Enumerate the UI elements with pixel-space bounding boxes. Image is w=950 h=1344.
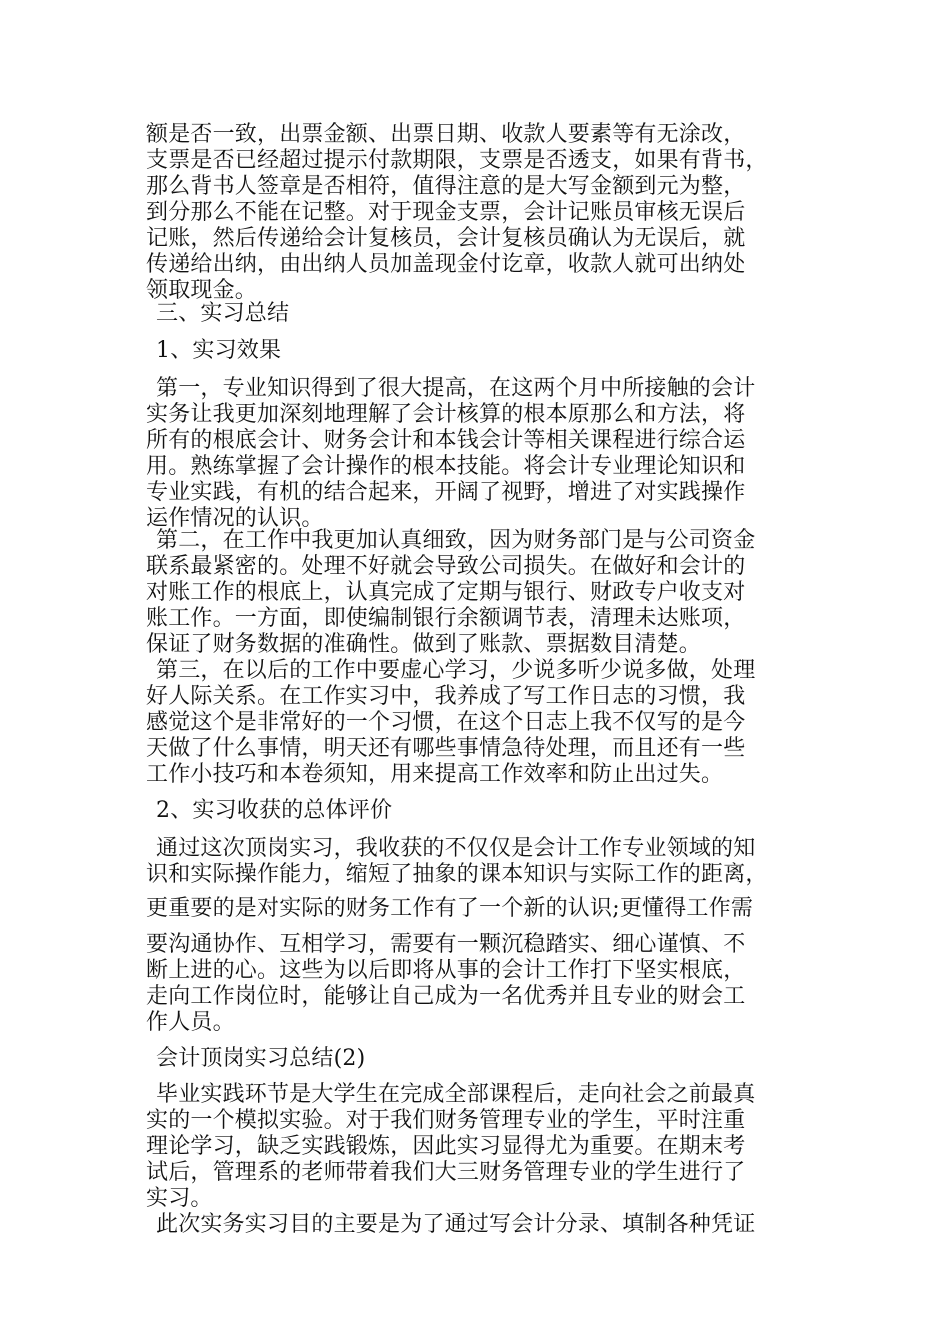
text-line: 作人员。 [146, 1010, 235, 1035]
text-line: 试后，管理系的老师带着我们大三财务管理专业的学生进行了 [146, 1160, 746, 1185]
text-line: 运作情况的认识。 [146, 506, 324, 531]
text-line: 用。熟练掌握了会计操作的根本技能。将会计专业理论知识和 [146, 454, 746, 479]
text-line: 要沟通协作、互相学习，需要有一颗沉稳踏实、细心谨慎、不 [146, 932, 746, 957]
text-line: 领取现金。 [146, 278, 258, 303]
text-line: 账工作。一方面，即使编制银行余额调节表，清理未达账项， [146, 606, 746, 631]
text-line: 那么背书人签章是否相符，值得注意的是大写金额到元为整， [146, 174, 746, 199]
paragraph-first-line: 第三，在以后的工作中要虚心学习，少说多听少说多做，处理 [156, 658, 756, 683]
text-line: 所有的根底会计、财务会计和本钱会计等相关课程进行综合运 [146, 428, 746, 453]
text-line: 实的一个模拟实验。对于我们财务管理专业的学生，平时注重 [146, 1108, 746, 1133]
subsection-heading: 1、实习效果 [156, 338, 282, 363]
text-line: 感觉这个是非常好的一个习惯，在这个日志上我不仅写的是今 [146, 710, 746, 735]
text-line: 传递给出纳，由出纳人员加盖现金付讫章，收款人就可出纳处 [146, 252, 746, 277]
text-line: 记账，然后传递给会计复核员，会计复核员确认为无误后，就 [146, 226, 746, 251]
subsection-heading: 2、实习收获的总体评价 [156, 798, 393, 823]
text-line: 断上进的心。这些为以后即将从事的会计工作打下坚实根底， [146, 958, 746, 983]
text-line: 识和实际操作能力，缩短了抽象的课本知识与实际工作的距离， [146, 862, 768, 887]
text-line: 工作小技巧和本卷须知，用来提高工作效率和防止出过失。 [146, 762, 724, 787]
paragraph-first-line: 此次实务实习目的主要是为了通过写会计分录、填制各种凭证 [156, 1212, 756, 1237]
paragraph-first-line: 第二，在工作中我更加认真细致，因为财务部门是与公司资金 [156, 528, 756, 553]
text-line: 对账工作的根底上，认真完成了定期与银行、财政专户收支对 [146, 580, 746, 605]
text-line: 保证了财务数据的准确性。做到了账款、票据数目清楚。 [146, 632, 702, 657]
section-heading: 会计顶岗实习总结(2) [156, 1046, 366, 1071]
text-line: 天做了什么事情，明天还有哪些事情急待处理，而且还有一些 [146, 736, 746, 761]
section-heading: 三、实习总结 [156, 301, 290, 326]
text-line: 额是否一致，出票金额、出票日期、收款人要素等有无涂改， [146, 122, 746, 147]
text-line: 好人际关系。在工作实习中，我养成了写工作日志的习惯，我 [146, 684, 746, 709]
text-line: 理论学习，缺乏实践锻炼，因此实习显得尤为重要。在期末考 [146, 1134, 746, 1159]
text-line: 到分那么不能在记整。对于现金支票，会计记账员审核无误后 [146, 200, 746, 225]
text-line: 实务让我更加深刻地理解了会计核算的根本原那么和方法，将 [146, 402, 746, 427]
text-line: 联系最紧密的。处理不好就会导致公司损失。在做好和会计的 [146, 554, 746, 579]
text-line: 专业实践，有机的结合起来，开阔了视野，增进了对实践操作 [146, 480, 746, 505]
paragraph-first-line: 毕业实践环节是大学生在完成全部课程后，走向社会之前最真 [156, 1082, 756, 1107]
paragraph-first-line: 第一，专业知识得到了很大提高，在这两个月中所接触的会计 [156, 376, 756, 401]
text-line: 实习。 [146, 1186, 213, 1211]
text-line: 走向工作岗位时，能够让自己成为一名优秀并且专业的财会工 [146, 984, 746, 1009]
paragraph-first-line: 通过这次顶岗实习，我收获的不仅仅是会计工作专业领域的知 [156, 836, 756, 861]
text-line: 支票是否已经超过提示付款期限，支票是否透支，如果有背书， [146, 148, 768, 173]
text-line: 更重要的是对实际的财务工作有了一个新的认识;更懂得工作需 [146, 896, 754, 921]
